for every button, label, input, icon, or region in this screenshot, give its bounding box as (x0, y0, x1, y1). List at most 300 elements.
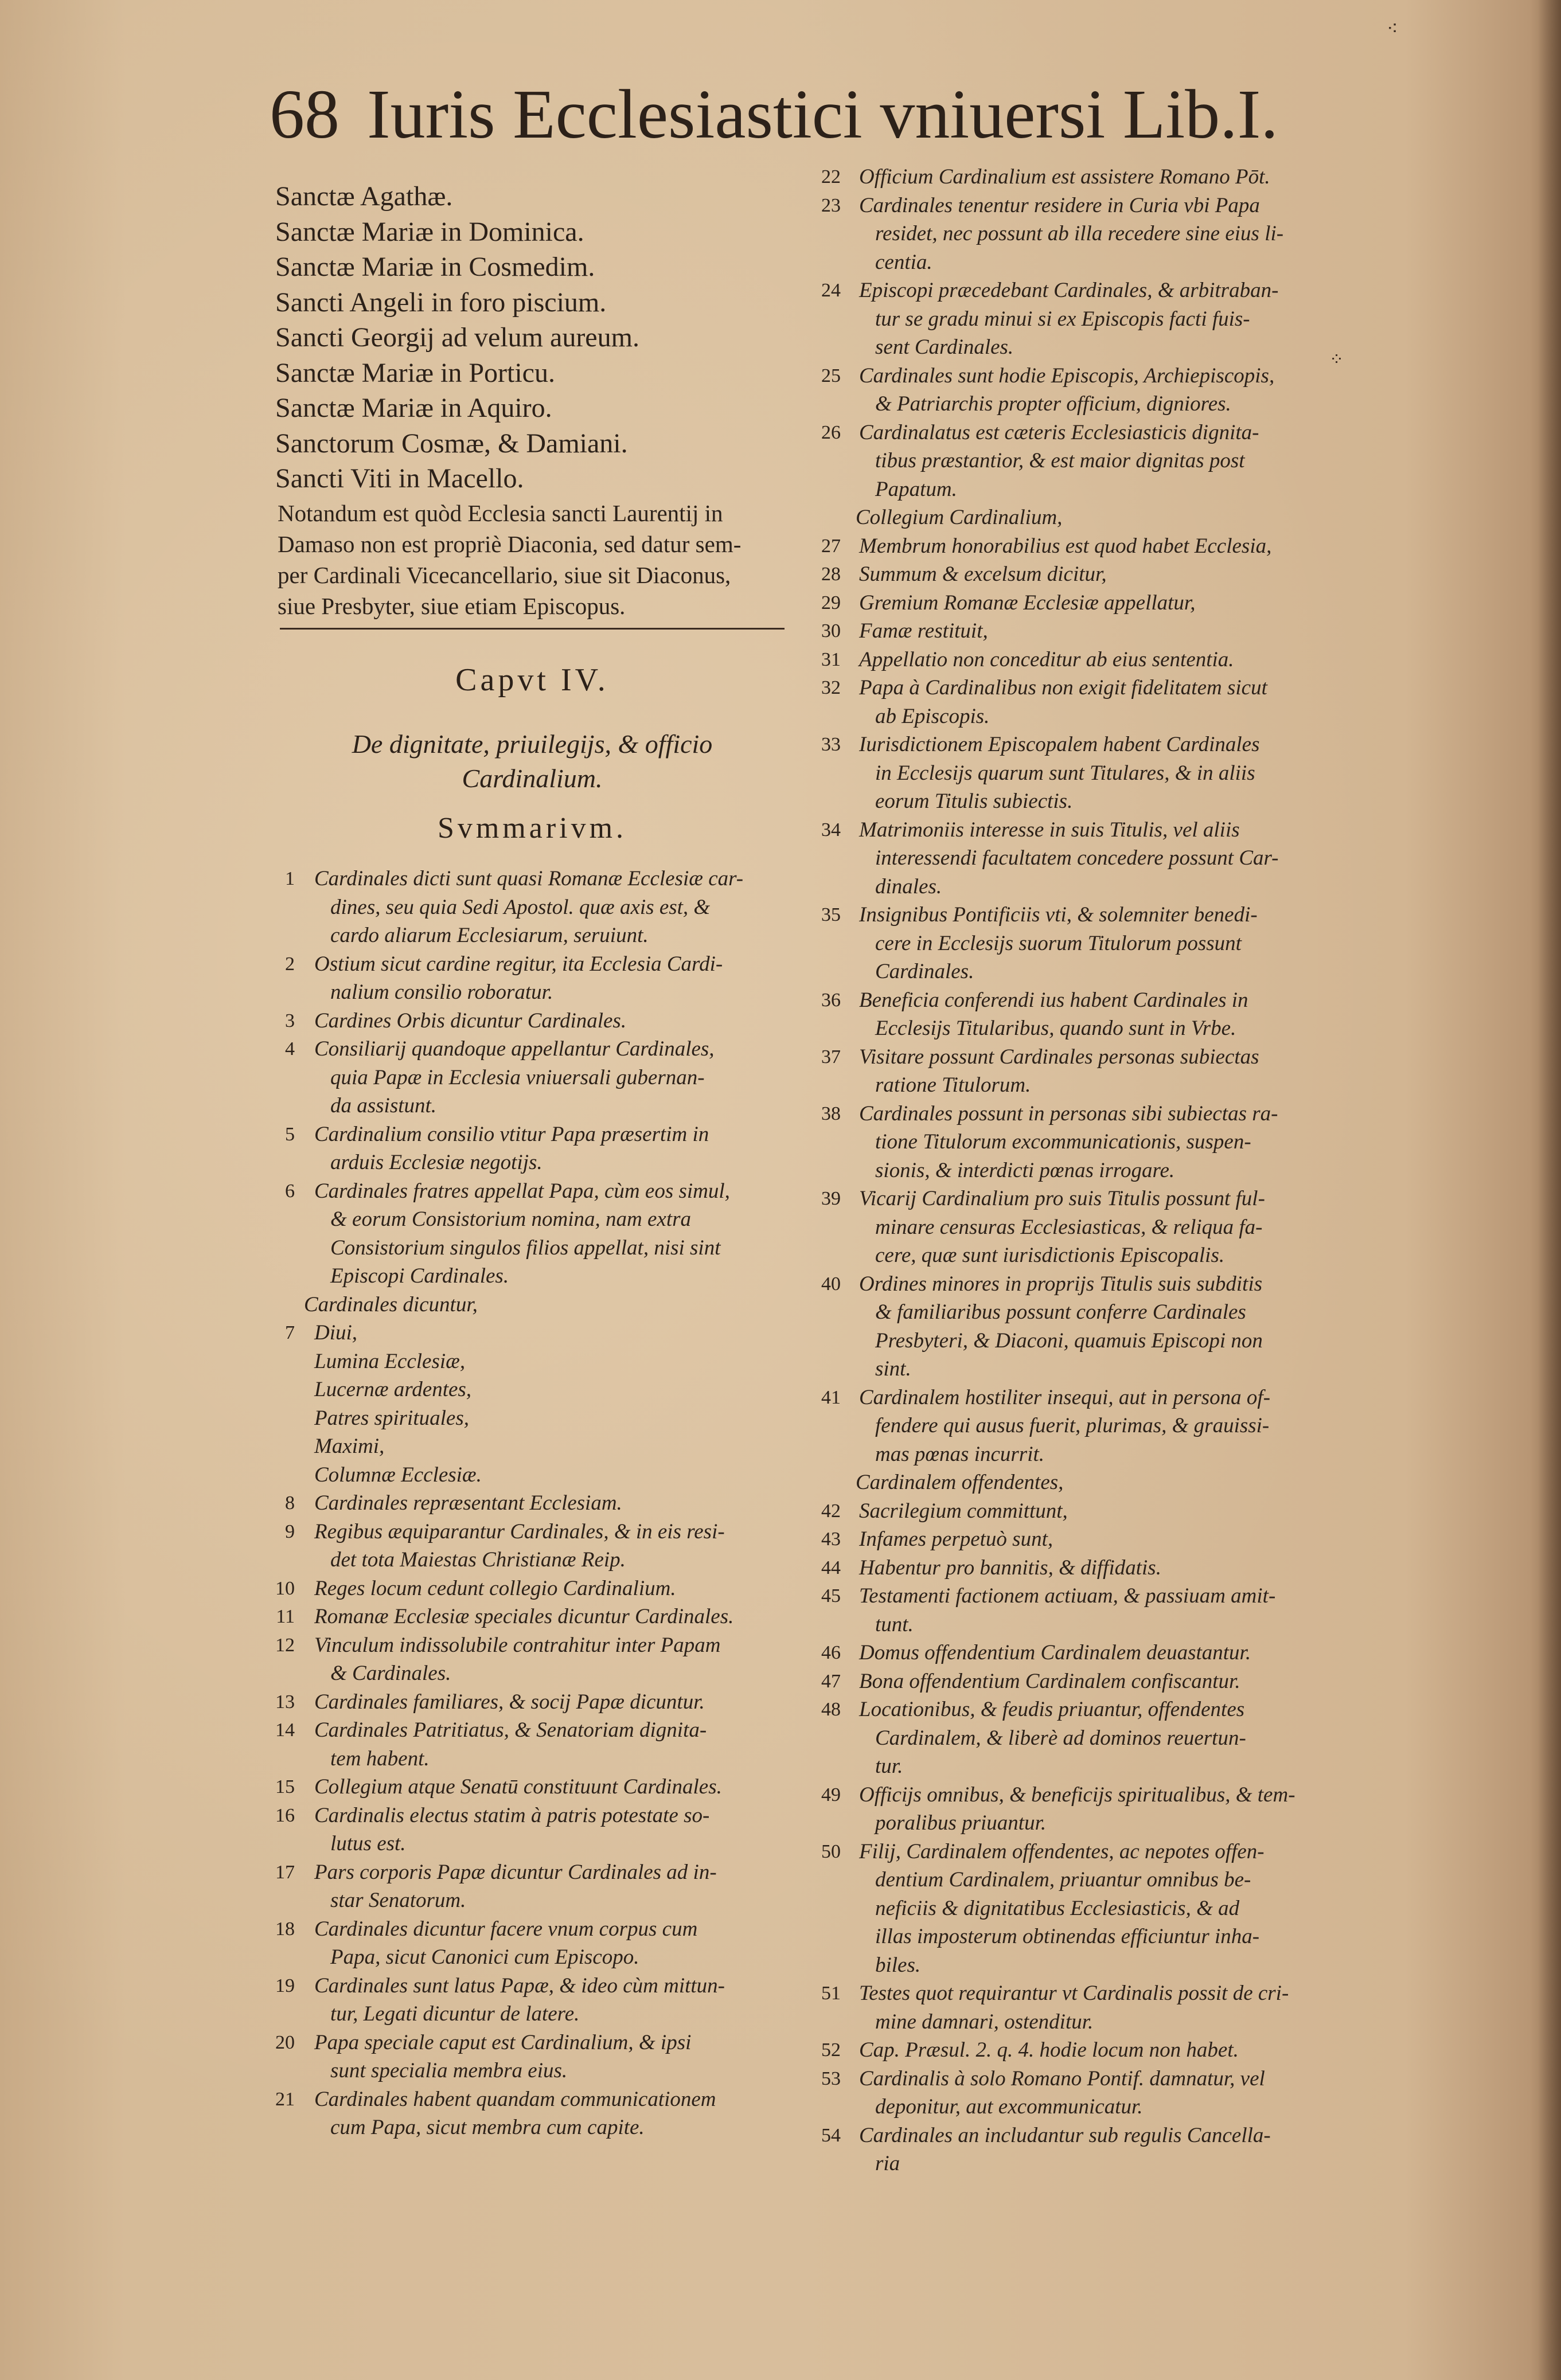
summary-entry (804, 1724, 1377, 1753)
entry-number: 14 (275, 1719, 295, 1741)
entry-text: Habentur pro bannitis, & diffidatis. (859, 1556, 1161, 1580)
summary-entry (804, 844, 1377, 873)
entry-number: 46 (821, 1642, 841, 1663)
summary-entry (804, 447, 1377, 475)
summary-entry (268, 865, 796, 893)
summary-entry (804, 617, 1377, 646)
summary-entry (268, 2029, 796, 2057)
summary-entry (804, 1866, 1377, 1894)
entry-number: 9 (285, 1521, 295, 1542)
entry-text: Collegium atque Senatū constituunt Cardinales. (314, 1775, 722, 1799)
entry-number: 43 (821, 1529, 841, 1550)
summary-entry (268, 1404, 796, 1433)
summary-entry (804, 1412, 1377, 1440)
diaconia-list-item: Sanctæ Mariæ in Cosmedim. (275, 252, 595, 282)
entry-text: Reges locum cedunt collegio Cardinalium. (314, 1576, 676, 1600)
entry-text: Cardinalium consilio vtitur Papa præsertim in (314, 1122, 709, 1146)
entry-text: interessendi facultatem concedere possunt Car- (875, 846, 1279, 870)
entry-text: lutus est. (330, 1832, 406, 1855)
note-line: per Cardinali Vicecancellario, siue sit Diaconus, (278, 562, 731, 588)
summary-entry (268, 2057, 796, 2085)
entry-number: 17 (275, 1861, 295, 1883)
entry-text: minare censuras Ecclesiasticas, & reliqua fa- (875, 1215, 1263, 1239)
diaconia-list-item: Sanctæ Mariæ in Aquiro. (275, 393, 552, 423)
entry-number: 3 (285, 1010, 295, 1031)
summary-entry (804, 248, 1377, 277)
entry-text: Cardinalis à solo Romano Pontif. damnatur, vel (859, 2066, 1265, 2090)
entry-text: dines, seu quia Sedi Apostol. quæ axis est, & (330, 895, 711, 919)
chapter-subtitle-line: De dignitate, priuilegijs, & officio (352, 729, 713, 759)
entry-number: 5 (285, 1123, 295, 1145)
summary-entry (804, 475, 1377, 504)
entry-text: mas pœnas incurrit. (875, 1442, 1045, 1466)
entry-text: deponitur, aut excommunicatur. (875, 2095, 1143, 2119)
diaconia-list-item: Sancti Viti in Macello. (275, 463, 524, 494)
entry-text: Matrimoniis interesse in suis Titulis, vel aliis (859, 818, 1240, 842)
summary-entry (804, 2093, 1377, 2121)
entry-number: 32 (821, 677, 841, 698)
entry-text: Bona offendentium Cardinalem confiscantur. (859, 1669, 1240, 1693)
entry-number: 39 (821, 1188, 841, 1209)
summary-entry (804, 1241, 1377, 1270)
entry-text: Consistorium singulos filios appellat, nisi sint (330, 1236, 721, 1260)
entry-number: 45 (821, 1585, 841, 1607)
entry-number: 42 (821, 1500, 841, 1522)
entry-text: Diui, (314, 1321, 358, 1345)
diaconia-list-item: Sanctæ Agathæ. (275, 181, 453, 212)
summary-heading: Svmmarivm. (437, 812, 627, 845)
summary-entry (804, 929, 1377, 958)
summary-entry (804, 816, 1377, 845)
entry-number: 47 (821, 1670, 841, 1692)
entry-text: Testamenti factionem actiuam, & passiuam amit- (859, 1584, 1276, 1608)
entry-text: Cardinalem hostiliter insequi, aut in persona of- (859, 1385, 1271, 1409)
diaconia-list-item: Sanctorum Cosmæ, & Damiani. (275, 428, 628, 459)
entry-number: 34 (821, 819, 841, 841)
entry-text: Officium Cardinalium est assistere Romano Pōt. (859, 165, 1270, 189)
summary-entry (804, 702, 1377, 731)
summary-entry (268, 1347, 796, 1376)
summary-entry (268, 1716, 796, 1745)
entry-text: & eorum Consistorium nomina, nam extra (330, 1207, 691, 1231)
entry-text: Officijs omnibus, & beneficijs spiritualibus, & tem- (859, 1783, 1295, 1807)
note-line: Notandum est quòd Ecclesia sancti Laurentij in (278, 500, 723, 526)
entry-number: 51 (821, 1983, 841, 2004)
summary-entry (804, 787, 1377, 816)
entry-text: cere, quæ sunt iurisdictionis Episcopalis. (875, 1244, 1225, 1267)
page-edge-shadow (1538, 0, 1561, 2380)
entry-text: Cardinalem offendentes, (856, 1471, 1064, 1494)
entry-text: Cardinales habent quandam communicationem (314, 2087, 716, 2111)
entry-text: Appellatio non conceditur ab eius sententia. (859, 647, 1234, 671)
summary-entry (804, 1213, 1377, 1242)
summary-entry (268, 921, 796, 950)
entry-text: tibus præstantior, & est maior dignitas post (875, 449, 1245, 472)
summary-entry (268, 1830, 796, 1858)
entry-number: 4 (285, 1038, 295, 1060)
summary-entry (804, 163, 1377, 192)
entry-text: Cardinales an includantur sub regulis Cancella- (859, 2123, 1271, 2147)
summary-entry (804, 503, 1377, 532)
summary-column-right (804, 163, 1377, 2178)
entry-text: biles. (875, 1953, 921, 1977)
entry-number: 27 (821, 535, 841, 557)
entry-number: 19 (275, 1975, 295, 1996)
summary-entry (804, 1922, 1377, 1951)
summary-entry (268, 893, 796, 922)
chapter-subtitle (280, 727, 785, 796)
entry-number: 33 (821, 734, 841, 755)
entry-number: 28 (821, 564, 841, 585)
entry-text: & Patriarchis propter officium, digniores. (875, 392, 1231, 416)
summary-entry (268, 1092, 796, 1120)
entry-number: 22 (821, 166, 841, 187)
summary-entry (268, 1461, 796, 1490)
section-rule (280, 628, 785, 630)
entry-text: Cardinales fratres appellat Papa, cùm eos simul, (314, 1179, 730, 1203)
entry-text: ria (875, 2152, 900, 2175)
entry-text: Cardinales possunt in personas sibi subiectas ra- (859, 1101, 1278, 1125)
summary-entry (804, 362, 1377, 390)
entry-text: Membrum honorabilius est quod habet Ecclesia, (859, 534, 1272, 558)
entry-text: Visitare possunt Cardinales personas subiectas (859, 1045, 1259, 1069)
entry-text: Cardinales Patritiatus, & Senatoriam dignita- (314, 1718, 707, 1742)
entry-number: 23 (821, 194, 841, 216)
entry-number: 7 (285, 1322, 295, 1343)
summary-entry (804, 958, 1377, 986)
entry-text: fendere qui ausus fuerit, plurimas, & grauissi- (875, 1414, 1270, 1437)
entry-text: Regibus æquiparantur Cardinales, & in eis resi- (314, 1519, 725, 1543)
summary-entry (804, 589, 1377, 618)
entry-text: Ordines minores in proprijs Titulis suis subditis (859, 1272, 1263, 1296)
summary-entry (804, 901, 1377, 929)
entry-text: da assistunt. (330, 1094, 437, 1117)
entry-number: 21 (275, 2088, 295, 2110)
summary-entry (804, 2065, 1377, 2093)
summary-entry (268, 1375, 796, 1404)
summary-entry (804, 986, 1377, 1015)
entry-text: Vicarij Cardinalium pro suis Titulis possunt ful- (859, 1187, 1265, 1210)
entry-text: tur, Legati dicuntur de latere. (330, 2002, 580, 2026)
summary-entry (268, 1432, 796, 1461)
entry-text: Sacrilegium committunt, (859, 1499, 1068, 1523)
entry-text: Collegium Cardinalium, (856, 506, 1063, 529)
summary-entry (268, 1291, 796, 1319)
entry-number: 50 (821, 1840, 841, 1862)
entry-text: illas imposterum obtinendas efficiuntur inha- (875, 1925, 1260, 1948)
entry-text: Lucernæ ardentes, (314, 1378, 472, 1401)
entry-text: tem habent. (330, 1746, 430, 1771)
entry-text: Cardinales dicuntur facere vnum corpus cum (314, 1917, 698, 1941)
summary-entry (804, 1014, 1377, 1043)
summary-entry (804, 1667, 1377, 1696)
entry-number: 40 (821, 1273, 841, 1295)
entry-text: Cardinales repræsentant Ecclesiam. (314, 1491, 622, 1515)
entry-number: 29 (821, 592, 841, 613)
summary-entry (804, 1809, 1377, 1838)
summary-entry (268, 1148, 796, 1177)
summary-entry (804, 305, 1377, 334)
entry-text: det tota Maiestas Christianæ Reip. (330, 1548, 626, 1572)
ink-speck-icon: ⁖ (1387, 17, 1398, 40)
entry-text: Cardinales dicti sunt quasi Romanæ Ecclesiæ car- (314, 867, 744, 890)
entry-number: 6 (285, 1180, 295, 1202)
summary-entry (804, 1185, 1377, 1213)
entry-text: poralibus priuantur. (875, 1811, 1047, 1835)
summary-entry (268, 1234, 796, 1263)
entry-number: 11 (276, 1606, 295, 1627)
summary-entry (804, 1156, 1377, 1185)
summary-entry (804, 1468, 1377, 1497)
summary-entry (804, 1582, 1377, 1611)
entry-text: Infames perpetuò sunt, (859, 1527, 1053, 1551)
entry-number: 53 (821, 2068, 841, 2089)
summary-entry (268, 1915, 796, 1944)
summary-entry (804, 873, 1377, 901)
entry-text: Cardinales. (875, 960, 974, 983)
entry-number: 24 (821, 280, 841, 301)
entry-number: 1 (285, 868, 295, 889)
summary-entry (804, 276, 1377, 305)
summary-entry (268, 1489, 796, 1518)
entry-text: Cardinalis electus statim à patris potestate so- (314, 1803, 710, 1827)
summary-entry (804, 333, 1377, 362)
entry-text: Papa, sicut Canonici cum Episcopo. (330, 1945, 639, 1969)
entry-text: centia. (875, 250, 932, 274)
entry-text: tione Titulorum excommunicationis, suspen- (875, 1130, 1251, 1154)
entry-text: Papa speciale caput est Cardinalium, & ipsi (314, 2030, 692, 2054)
chapter-title: Capvt IV. (455, 662, 609, 698)
page-number: 68 (270, 76, 339, 153)
summary-entry (804, 1838, 1377, 1866)
entry-text: sunt specialia membra eius. (330, 2059, 568, 2082)
summary-entry (268, 1631, 796, 1660)
entry-text: Filij, Cardinalem offendentes, ac nepotes offen- (859, 1839, 1265, 1863)
entry-number: 49 (821, 1784, 841, 1805)
entry-text: quia Papæ in Ecclesia vniuersali gubernan- (330, 1065, 705, 1089)
summary-entry (268, 1518, 796, 1546)
summary-entry (804, 674, 1377, 702)
entry-text: Testes quot requirantur vt Cardinalis possit de cri- (859, 1982, 1289, 2005)
entry-text: Insignibus Pontificiis vti, & solemniter benedi- (859, 903, 1258, 927)
entry-text: Consiliarij quandoque appellantur Cardinales, (314, 1037, 715, 1061)
summary-entry (268, 950, 796, 979)
summary-entry (804, 1100, 1377, 1128)
entry-text: tur se gradu minui si ex Episcopis facti fuis- (875, 307, 1250, 331)
summary-entry (268, 2000, 796, 2029)
entry-text: Iurisdictionem Episcopalem habent Cardinales (859, 733, 1260, 756)
summary-entry (268, 1858, 796, 1887)
summary-entry (268, 1603, 796, 1631)
entry-text: Episcopi Cardinales. (330, 1264, 509, 1288)
entry-number: 41 (821, 1386, 841, 1408)
entry-number: 16 (275, 1804, 295, 1826)
entry-text: in Ecclesijs quarum sunt Titulares, & in aliis (875, 761, 1255, 785)
entry-number: 38 (821, 1103, 841, 1124)
summary-entry (804, 1554, 1377, 1582)
summary-entry (804, 759, 1377, 788)
summary-entry (804, 220, 1377, 248)
entry-number: 2 (285, 953, 295, 975)
summary-entry (804, 2121, 1377, 2150)
summary-column-left (268, 865, 796, 2142)
diaconia-list-item: Sancti Angeli in foro piscium. (275, 287, 607, 318)
entry-text: arduis Ecclesiæ negotijs. (330, 1151, 543, 1174)
entry-text: Vinculum indissolubile contrahitur inter Papam (314, 1633, 721, 1657)
entry-text: Papa à Cardinalibus non exigit fidelitatem sicut (859, 676, 1267, 699)
summary-entry (268, 2085, 796, 2114)
summary-entry (804, 1752, 1377, 1781)
entry-text: Locationibus, & feudis priuantur, offendentes (859, 1698, 1245, 1721)
diaconia-list-item: Sancti Georgij ad velum aureum. (275, 322, 639, 353)
entry-text: nalium consilio roboratur. (330, 980, 553, 1004)
summary-entry (804, 1525, 1377, 1554)
entry-number: 48 (821, 1699, 841, 1720)
summary-entry (804, 1298, 1377, 1327)
entry-text: & Cardinales. (330, 1662, 451, 1685)
entry-number: 31 (821, 648, 841, 670)
entry-number: 52 (821, 2039, 841, 2061)
entry-text: star Senatorum. (330, 1889, 466, 1912)
entry-text: cere in Ecclesijs suorum Titulorum possunt (875, 931, 1242, 955)
entry-text: Columnæ Ecclesiæ. (314, 1463, 482, 1487)
entry-text: Cap. Præsul. 2. q. 4. hodie locum non habet. (859, 2038, 1239, 2062)
entry-text: Cardinales dicuntur, (304, 1292, 478, 1316)
diaconia-list-item: Sanctæ Mariæ in Porticu. (275, 357, 555, 388)
summary-entry (268, 1943, 796, 1972)
summary-entry (804, 1695, 1377, 1724)
summary-entry (804, 1611, 1377, 1639)
entry-number: 54 (821, 2124, 841, 2146)
note-line: siue Presbyter, siue etiam Episcopus. (278, 593, 626, 619)
entry-text: sionis, & interdicti pœnas irrogare. (875, 1158, 1175, 1182)
summary-entry (268, 1972, 796, 2000)
summary-entry (268, 1659, 796, 1688)
entry-text: Cardinales tenentur residere in Curia vbi Papa (859, 193, 1260, 217)
summary-entry (268, 1886, 796, 1915)
entry-text: sent Cardinales. (875, 335, 1014, 359)
summary-entry (268, 1120, 796, 1149)
summary-entry (268, 1773, 796, 1801)
summary-entry (804, 2036, 1377, 2065)
entry-text: ratione Titulorum. (875, 1073, 1031, 1097)
diaconia-list (275, 179, 803, 497)
entry-text: Pars corporis Papæ dicuntur Cardinales ad in- (314, 1860, 717, 1884)
entry-text: & familiaribus possunt conferre Cardinales (875, 1300, 1246, 1324)
summary-entry (804, 646, 1377, 674)
entry-number: 18 (275, 1918, 295, 1940)
entry-text: Ecclesijs Titularibus, quando sunt in Vrbe. (875, 1017, 1236, 1040)
summary-entry (268, 1546, 796, 1574)
entry-number: 13 (275, 1691, 295, 1713)
summary-entry (804, 390, 1377, 419)
summary-entry (804, 1497, 1377, 1526)
entry-text: Patres spirituales, (314, 1406, 469, 1430)
entry-text: tur. (875, 1754, 903, 1778)
entry-text: neficiis & dignitatibus Ecclesiasticis, & ad (875, 1896, 1240, 1920)
entry-number: 30 (821, 620, 841, 642)
entry-number: 26 (821, 421, 841, 443)
entry-text: dentium Cardinalem, priuantur omnibus be- (875, 1868, 1251, 1892)
summary-entry (268, 1319, 796, 1347)
summary-entry (804, 2008, 1377, 2037)
summary-entry (268, 1064, 796, 1092)
summary-entry (804, 1355, 1377, 1384)
entry-number: 25 (821, 365, 841, 386)
summary-entry (804, 1327, 1377, 1355)
summary-entry (804, 1270, 1377, 1299)
summary-entry (804, 1639, 1377, 1667)
summary-entry (268, 1688, 796, 1717)
entry-text: Famæ restituit, (859, 619, 988, 643)
summary-entry (268, 1035, 796, 1064)
summary-entry (804, 1781, 1377, 1810)
summary-entry (268, 978, 796, 1007)
entry-text: Cardinales sunt latus Papæ, & ideo cùm mittun- (314, 1973, 725, 1998)
entry-text: Lumina Ecclesiæ, (314, 1349, 466, 1373)
entry-text: Cardinales familiares, & socij Papæ dicuntur. (314, 1690, 705, 1714)
summary-entry (268, 1262, 796, 1291)
summary-entry (804, 560, 1377, 589)
chapter-subtitle-line: Cardinalium. (462, 764, 603, 793)
entry-text: ab Episcopis. (875, 704, 990, 728)
summary-entry (804, 532, 1377, 561)
ink-speck-icon: ⁘ (1329, 350, 1344, 370)
entry-text: eorum Titulis subiectis. (875, 790, 1073, 813)
summary-entry (804, 1043, 1377, 1072)
entry-number: 12 (275, 1634, 295, 1656)
entry-text: cum Papa, sicut membra cum capite. (330, 2116, 645, 2139)
summary-entry (804, 419, 1377, 447)
entry-number: 44 (821, 1557, 841, 1578)
entry-number: 36 (821, 989, 841, 1011)
summary-entry (804, 1951, 1377, 1980)
entry-text: Papatum. (875, 477, 957, 501)
entry-text: Ostium sicut cardine regitur, ita Ecclesia Cardi- (314, 952, 723, 976)
summary-entry (804, 192, 1377, 220)
summary-entry (268, 1574, 796, 1603)
entry-text: cardo aliarum Ecclesiarum, seruiunt. (330, 924, 649, 947)
summary-entry (804, 1384, 1377, 1412)
entry-text: Maximi, (314, 1435, 385, 1458)
entry-text: Cardinalem, & liberè ad dominos reuertun- (875, 1726, 1246, 1750)
entry-text: Romanæ Ecclesiæ speciales dicuntur Cardinales. (314, 1605, 734, 1628)
entry-number: 20 (275, 2031, 295, 2053)
running-title: Iuris Ecclesiastici vniuersi Lib.I. (367, 76, 1278, 153)
entry-text: Summum & excelsum dicitur, (859, 562, 1107, 586)
note-paragraph (278, 498, 794, 622)
entry-text: tunt. (875, 1612, 914, 1636)
entry-text: Presbyteri, & Diaconi, quamuis Episcopi non (875, 1328, 1263, 1353)
entry-text: Beneficia conferendi ius habent Cardinales in (859, 988, 1248, 1012)
entry-number: 10 (275, 1577, 295, 1599)
entry-text: residet, nec possunt ab illa recedere sine eius li- (875, 222, 1284, 245)
summary-entry (804, 730, 1377, 759)
entry-text: dinales. (875, 874, 942, 898)
summary-entry (804, 1071, 1377, 1100)
entry-text: Domus offendentium Cardinalem deuastantur. (859, 1641, 1251, 1664)
summary-entry (268, 2113, 796, 2142)
entry-number: 15 (275, 1776, 295, 1797)
note-line: Damaso non est propriè Diaconia, sed datur sem- (278, 531, 742, 557)
entry-number: 35 (821, 904, 841, 925)
summary-entry (268, 1007, 796, 1035)
summary-entry (804, 1979, 1377, 2008)
running-header (270, 75, 1348, 155)
entry-text: Gremium Romanæ Ecclesiæ appellatur, (859, 591, 1196, 615)
diaconia-list-item: Sanctæ Mariæ in Dominica. (275, 216, 584, 247)
summary-entry (804, 1440, 1377, 1469)
